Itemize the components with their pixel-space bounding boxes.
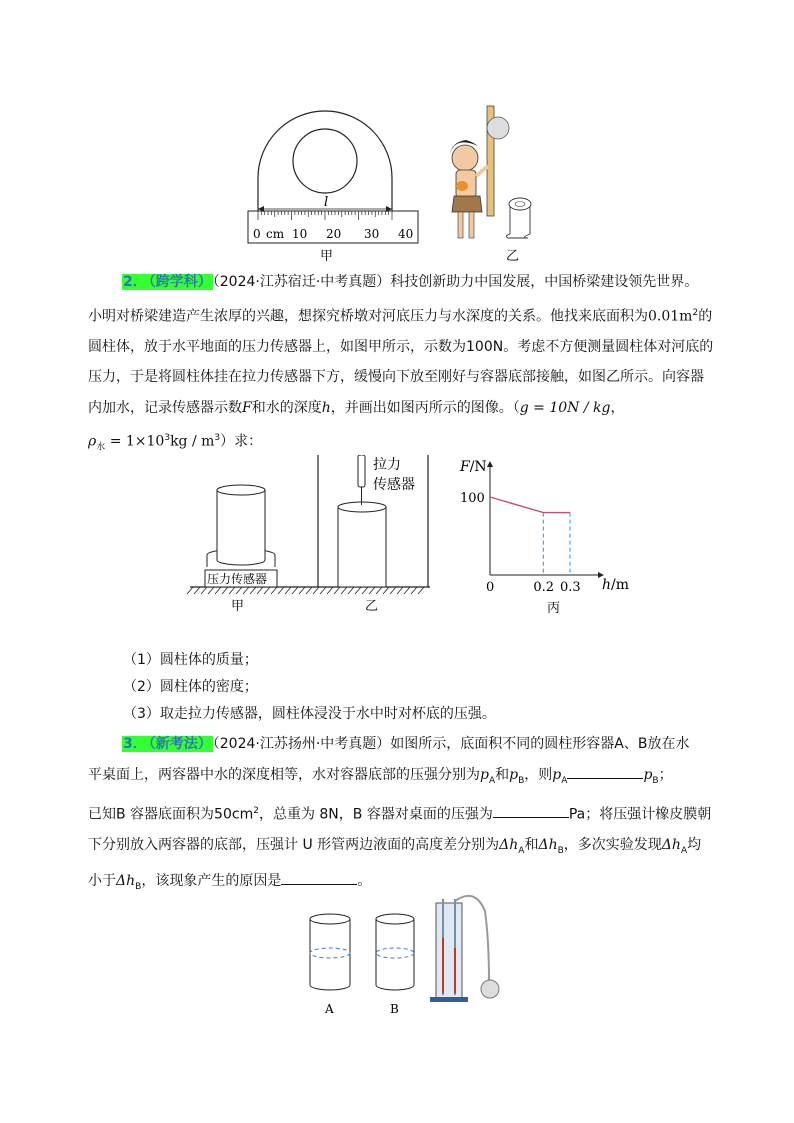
ground-hatch: [404, 587, 410, 594]
ground-hatch: [369, 587, 375, 594]
ground-hatch: [187, 587, 193, 594]
ground-hatch: [299, 587, 305, 594]
q2-rho-value: = 1×10: [105, 433, 165, 450]
question-2-tag: （跨学科）: [148, 274, 212, 290]
q3-line2a: 平桌面上，两容器中水的深度相等，水对容器底部的压强分别为: [88, 766, 480, 783]
graph-F-vs-h: [459, 459, 629, 595]
q3-line3b: ，总重为 8N，B 容器对桌面的压强为: [258, 806, 493, 823]
q2-line3: 圆柱体，放于水平地面的压力传感器上，如图甲所示，示数为100N。考虑不方便测量圆柱体对河底的: [88, 338, 714, 355]
q3-line3-sup: 2: [253, 805, 259, 816]
question-3-tag: （新考法）: [148, 736, 212, 752]
q2-sub1: （1）圆柱体的质量；: [123, 652, 258, 668]
q3-dhA-sub: A: [518, 845, 525, 856]
pressure-sensor-label: 压力传感器: [207, 572, 268, 586]
q3-pA: p: [480, 766, 489, 783]
q3-line4b: ，多次实验发现: [563, 836, 662, 853]
ruler-tick-30: 30: [364, 227, 380, 241]
q3-line5a: 小于: [88, 873, 116, 890]
ground-hatch: [229, 587, 235, 594]
q2-rho-exp: 3: [164, 433, 171, 444]
q3-pB-2-sub: B: [652, 775, 659, 786]
ground-hatch: [418, 587, 424, 594]
q3-dhB-2: Δh: [116, 873, 136, 890]
ground-hatch: [355, 587, 361, 594]
tension-sensor-device: [358, 455, 365, 487]
container-A: [310, 914, 350, 990]
q3-line5c: 。: [357, 873, 372, 890]
ground-hatch: [250, 587, 256, 594]
caption-jia-1: 甲: [320, 249, 334, 264]
caption-yi-1: 乙: [506, 249, 520, 264]
question-2-text: [88, 267, 720, 463]
tension-sensor-label-1: 拉力: [373, 457, 401, 473]
ground-hatch: [383, 587, 389, 594]
q2-rho-sub: 水: [96, 442, 106, 453]
ground-hatch: [222, 587, 228, 594]
q2-rho-unit-exp: 3: [214, 433, 221, 444]
q3-pA-2-sub: A: [561, 775, 568, 786]
ground-hatch: [334, 587, 340, 594]
disc-circle: [293, 129, 357, 193]
graph-xtick-0: 0: [486, 580, 495, 595]
q2-var-F: F: [242, 399, 252, 416]
caption-bing: 丙: [547, 601, 561, 616]
q2-rho-unit: kg / m: [170, 433, 215, 450]
child-with-stick-illustration: [450, 106, 509, 238]
q3-pB-2: p: [643, 766, 653, 783]
question-2-number: 2．: [123, 274, 147, 290]
graph-ylabel-var: F: [460, 459, 470, 475]
ground-hatch: [390, 587, 396, 594]
q3-dhB-2-sub: B: [135, 882, 142, 893]
ground-hatch: [320, 587, 326, 594]
q2-line6-end: ）求：: [220, 433, 263, 450]
label-B: B: [390, 1002, 399, 1016]
q3-pB: p: [509, 766, 519, 783]
q3-line1: 如图所示，底面积不同的圆柱形容器A、B放在水: [390, 736, 690, 752]
q3-and2: 和: [524, 836, 539, 853]
graph-xlabel-unit: /m: [611, 577, 630, 593]
q3-line5b: ，该现象产生的原因是: [141, 873, 282, 890]
ground-hatch: [194, 587, 200, 594]
tension-sensor-label-2: 传感器: [373, 477, 415, 493]
q2-line5a: 内加水，记录传感器示数: [88, 399, 242, 416]
ground-hatch: [285, 587, 291, 594]
q3-line2c: ；: [658, 766, 673, 783]
q2-line4: 压力，于是将圆柱体挂在拉力传感器下方，缓慢向下放至刚好与容器底部接触，如图乙所示。向容器: [88, 369, 704, 386]
ground-hatch: [271, 587, 277, 594]
question-3-source: （2024·江苏扬州·中考真题）: [212, 736, 391, 752]
ground-hatch: [376, 587, 382, 594]
q3-dhA-2-sub: A: [680, 845, 688, 856]
graph-ytick-100: 100: [460, 491, 485, 506]
q2-sub2: （2）圆柱体的密度；: [123, 679, 258, 695]
ruler-length-label: l: [324, 195, 329, 210]
u-tube-pressure-gauge: [430, 896, 499, 1002]
ground-hatch: [201, 587, 207, 594]
ground-hatch: [236, 587, 242, 594]
caption-yi-2: 乙: [365, 599, 379, 614]
ground-hatch: [208, 587, 214, 594]
question-3-text: [88, 729, 720, 903]
q2-line5c: ，并画出如图丙所示的图像。（: [330, 399, 520, 416]
ground-hatch: [215, 587, 221, 594]
q3-pA-sub: A: [488, 775, 496, 786]
q3-line4a: 下分别放入两容器的底部，压强计 U 形管两边液面的高度差分别为: [88, 836, 500, 853]
ground-hatch: [306, 587, 312, 594]
answer-blank-2[interactable]: [493, 803, 569, 818]
graph-xtick-1: 0.2: [533, 580, 555, 595]
q3-dhA-2: Δh: [661, 836, 681, 853]
ground-hatch: [313, 587, 319, 594]
graph-xtick-2: 0.3: [560, 580, 581, 595]
q3-and1: 和: [495, 766, 510, 783]
ground-hatch: [292, 587, 298, 594]
answer-blank-1[interactable]: [567, 764, 643, 779]
q2-g-value: g = 10N / kg: [519, 399, 611, 416]
q2-line2: 小明对桥梁建造产生浓厚的兴趣，想探究桥墩对河底压力与水深度的关系。他找来底面积为: [88, 308, 648, 325]
figure-ruler-and-child: [240, 96, 540, 266]
q2-sub3: （3）取走拉力传感器，圆柱体浸没于水中时对杯底的压强。: [123, 706, 496, 722]
graph-ylabel-unit: /N: [469, 459, 487, 475]
ground-hatch: [348, 587, 354, 594]
cylinder-jia: [217, 490, 265, 565]
ruler-tick-40: 40: [398, 227, 414, 241]
q3-line4c: 均: [687, 836, 702, 853]
label-A: A: [325, 1002, 334, 1016]
graph-series-line: [490, 497, 570, 513]
q3-dhB: Δh: [538, 836, 558, 853]
q3-dhB-sub: B: [557, 845, 564, 856]
q3-line3c: Pa；将压强计橡皮膜朝: [568, 806, 712, 823]
ground-hatch: [257, 587, 263, 594]
q3-dhA: Δh: [499, 836, 519, 853]
q2-area-value: 0.01m: [648, 308, 693, 325]
ruler-tick-0: 0: [253, 227, 261, 241]
ground-hatch: [278, 587, 284, 594]
q3-pB-sub: B: [518, 775, 525, 786]
q3-pA-2: p: [552, 766, 562, 783]
tree-stump-illustration: [506, 198, 531, 238]
question-3-number: 3．: [123, 736, 147, 752]
caption-jia-2: 甲: [231, 599, 245, 614]
ruler-tick-10: 10: [292, 227, 308, 241]
q2-rho: ρ: [88, 433, 97, 450]
q2-line2-end: 的: [698, 308, 713, 325]
question-2-source: （2024·江苏宿迁·中考真题）: [212, 274, 391, 290]
q2-line5d: ，: [610, 399, 625, 416]
container-B: [376, 914, 414, 990]
ground-hatch: [243, 587, 249, 594]
cylinder-yi: [338, 507, 386, 587]
q3-line3a: 已知B 容器底面积为50cm: [88, 806, 254, 823]
svg-text:F/N: [459, 459, 487, 475]
svg-text:h/m: [602, 577, 629, 593]
graph-xlabel-var: h: [602, 577, 612, 593]
q2-area-exp: 2: [692, 307, 699, 318]
ground-hatch: [397, 587, 403, 594]
figure-containers-and-gauge: [300, 893, 520, 1018]
q2-line5b: 和水的深度: [251, 399, 322, 416]
q2-var-h: h: [321, 399, 331, 416]
ruler-tick-20: 20: [326, 227, 342, 241]
ground-hatch: [264, 587, 270, 594]
ruler-unit: cm: [266, 227, 285, 241]
answer-blank-3[interactable]: [281, 870, 357, 885]
ground-hatch: [411, 587, 417, 594]
ground-hatch: [341, 587, 347, 594]
figure-force-sensors: [185, 455, 635, 620]
ground-hatch: [362, 587, 368, 594]
q2-line1: 科技创新助力中国发展，中国桥梁建设领先世界。: [390, 274, 699, 290]
q3-line2b: ，则: [524, 766, 553, 783]
ground-hatch: [327, 587, 333, 594]
